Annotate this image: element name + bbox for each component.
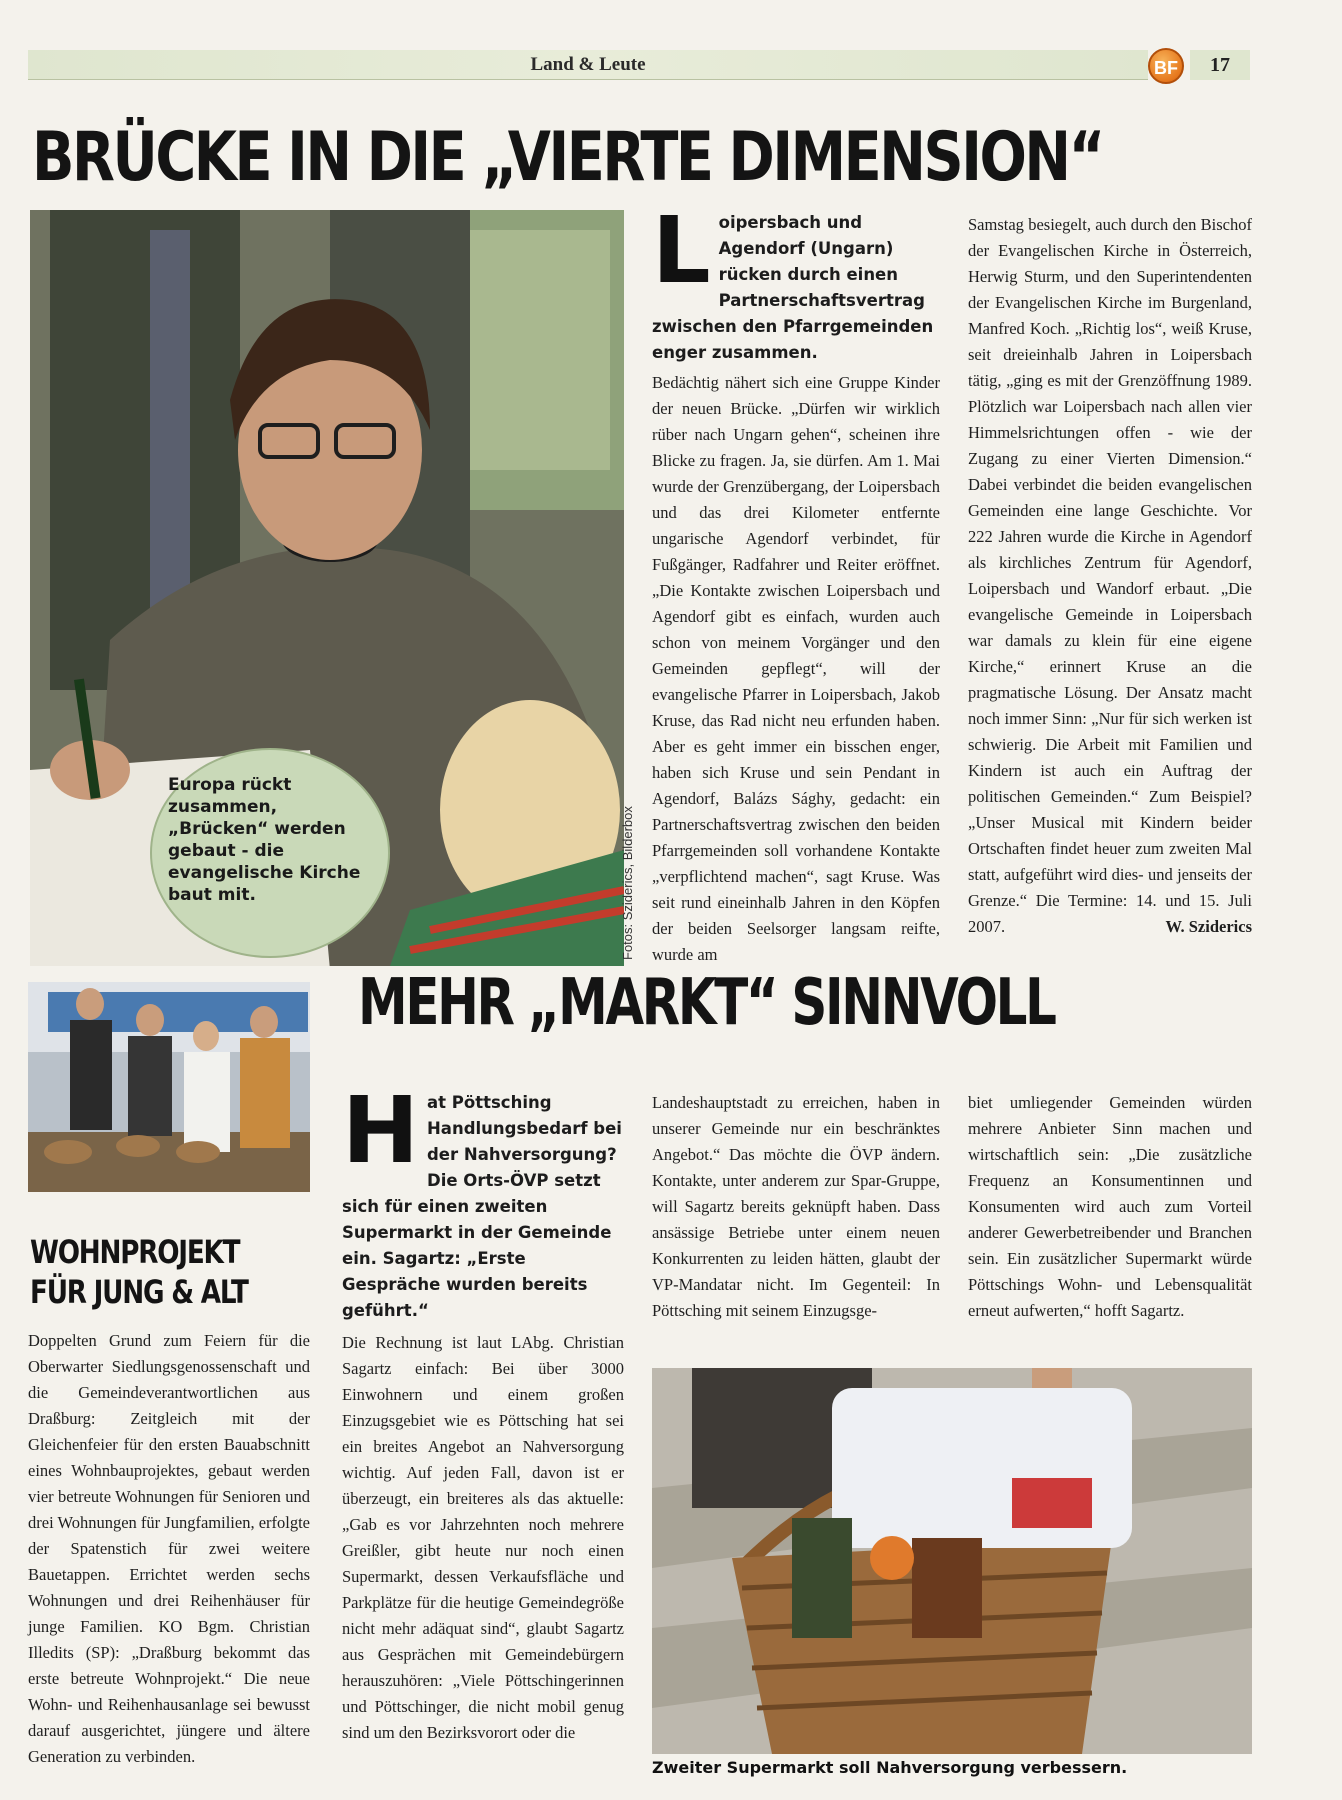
article1-byline: W. Sziderics <box>1165 917 1252 936</box>
article2-column-3: biet umliegender Gemeinden würden mehrere Anbieter Sinn machen und wirtschaftlich sein: „Die zusätzliche Frequenz an Konsumentinnen und Konsumenten wird auch zum Vorteil anderer Gewerbetreibender und Branchen sein. Ein zusätzlicher Supermarkt würde Pöttschings Wohn- und Lebensqualität erneut aufwerten,“ hofft Sagartz. <box>968 1093 1252 1320</box>
shopping-basket-photo <box>652 1368 1252 1754</box>
article2-column-2: Landeshauptstadt zu erreichen, haben in unserer Gemeinde nur ein beschränktes Angebot.“ Das möchte die ÖVP ändern. Kontakte, unter anderem zur Spar-Gruppe, will Sagartz bereits geknüpft haben. Dass ansässige Betriebe unter einem neuen Konkurrenten zu leiden hätten, glaubt der VP-Mandatar nicht. Im Gegenteil: In Pöttsching mit seinem Einzugsge- <box>652 1093 940 1320</box>
photo-credit-text: Fotos: Sziderics, Bilderbox <box>620 806 635 960</box>
article2-column-1: Die Rechnung ist laut LAbg. Christian Sagartz einfach: Bei über 3000 Einwohnern und einem großen Einzugsgebiet wie es Pöttsching hat sei ein breites Angebot an Nahversorgung wichtig. Auf jeden Fall, davon ist er überzeugt, ein breiteres als das aktuelle: „Gab es vor Jahrzehnten noch mehrere Greißler, gibt heute nur noch einen Supermarkt, dessen Verkaufsfläche und Parkplätze für die heutige Gemeindegröße nicht mehr adäquat sind“, glaubt Sagartz aus Gesprächen mit Gemeindebürgern herauszuhören: „Viele Pöttschingerinnen und Pöttschinger, die nicht mobil genug sind um den Bezirksvorort oder die <box>342 1333 624 1742</box>
bf-logo: BF <box>1148 48 1184 84</box>
pastor-photo-caption: Europa rückt zusammen, „Brücken“ werden gebaut - die evangelische Kirche baut mit. <box>168 775 361 905</box>
basket-photo-illustration <box>652 1368 1252 1754</box>
article1-column-1: Bedächtig nähert sich eine Gruppe Kinder der neuen Brücke. „Dürfen wir wirklich rüber nach Ungarn gehen“, scheinen ihre Blicke zu fragen. Ja, sie dürfen. Am 1. Mai wurde der Grenzübergang, der Loipersbach und das drei Kilometer entfernte ungarische Agendorf verbindet, für Fußgänger, Radfahrer und Reiter eröffnet. „Die Kontakte zwischen Loipersbach und Agendorf gibt es einfach, wurden auch schon von meinem Vorgänger und den Gemeinden gepflegt“, will der evangelische Pfarrer in Loipersbach, Jakob Kruse, das Rad nicht neu erfunden haben. Aber es geht immer ein bisschen enger, haben sich Kruse und sein Pendant in Agendorf, Balázs Sághy, gedacht: ein Partnerschaftsvertrag zwischen den beiden Pfarrgemeinden soll vorhandene Kontakte „verpflichtend machen“, sagt Kruse. Was seit rund eineinhalb Jahren in den Köpfen der beiden Seelsorger langsam reifte, wurde am <box>652 373 940 964</box>
article2-dropcap: H <box>342 1077 419 1184</box>
groundbreaking-photo <box>28 982 310 1192</box>
article3-headline <box>30 1232 276 1312</box>
article1-lede-text: oipersbach und Agendorf (Ungarn) rücken durch einen Partnerschaftsvertrag zwischen den Pfarrgemeinden enger zusammen. <box>652 213 934 362</box>
article1-headline: BRÜCKE IN DIE „VIERTE DIMENSION“ <box>32 118 1103 197</box>
article2-headline: MEHR „MARKT“ SINNVOLL <box>358 966 1055 1040</box>
photo-credit <box>620 780 638 960</box>
page-number: 17 <box>1190 50 1250 80</box>
article1-lede <box>652 197 940 366</box>
article3-body: Doppelten Grund zum Feiern für die Oberwarter Siedlungsgenossenschaft und die Gemeindeverantwortlichen aus Draßburg: Zeitgleich mit der Gleichenfeier für den ersten Bauabschnitt eines Wohnbauprojektes, gebaut werden vier betreute Wohnungen für Senioren und drei Wohnungen für Jungfamilien, erfolgte der Spatenstich für zwei weitere Bauetappen. Errichtet werden sechs Wohnungen und drei Reihenhäuser für junge Familien. KO Bgm. Christian Illedits (SP): „Draßburg bekommt das erste betreute Wohnprojekt.“ Die neue Wohn- und Reihenhausanlage sei bewusst darauf ausgerichtet, jüngere und ältere Generation zu verbinden. <box>28 1331 310 1766</box>
article1-column-2 <box>968 212 1252 940</box>
article2-lede <box>342 1077 624 1324</box>
article3-headline-text: WOHNPROJEKT FÜR JUNG & ALT <box>30 1233 248 1311</box>
article1-column-2-text: Samstag besiegelt, auch durch den Bischof der Evangelischen Kirche in Österreich, Herwig Sturm, und den Superintendenten der Evangelischen Kirche im Burgenland, Manfred Koch. „Richtig los“, weiß Kruse, seit dreieinhalb Jahren in Loipersbach tätig, „ging es mit der Grenzöffnung 1989. Plötzlich war Loipersbach nach allen vier Himmelsrichtungen offen - wie der Zugang zu einer Vierten Dimension.“ Dabei verbindet die beiden evangelischen Gemeinden eine lange Geschichte. Vor 222 Jahren wurde die Kirche in Agendorf als kirchliches Zentrum für Agendorf, Loipersbach und Wandorf erbaut. „Die evangelische Gemeinde in Loipersbach war damals zu klein für eine eigene Kirche,“ erinnert Kruse an die pragmatische Lösung. Der Ansatz macht noch immer Sinn: „Nur für sich werken ist schwierig. Die Arbeit mit Familien und Kindern ist auch ein Auftrag der politischen Gemeinden.“ Zum Beispiel? „Unser Musical mit Kindern beider Ortschaften findet heuer zum zweiten Mal statt, aufgeführt wird dies- und jenseits der Grenze.“ Die Termine: 14. und 15. Juli 2007. <box>968 215 1252 936</box>
section-label: Land & Leute <box>530 54 646 75</box>
section-header-bar <box>28 50 1148 80</box>
groundbreaking-illustration <box>28 982 310 1192</box>
article2-lede-text: at Pöttsching Handlungsbedarf bei der Nahversorgung? Die Orts-ÖVP setzt sich für einen zweiten Supermarkt in der Gemeinde ein. Sagartz: „Erste Gespräche wurden bereits geführt.“ <box>342 1093 622 1320</box>
article1-dropcap: L <box>652 197 711 304</box>
basket-photo-caption: Zweiter Supermarkt soll Nahversorgung verbessern. <box>652 1758 1128 1777</box>
